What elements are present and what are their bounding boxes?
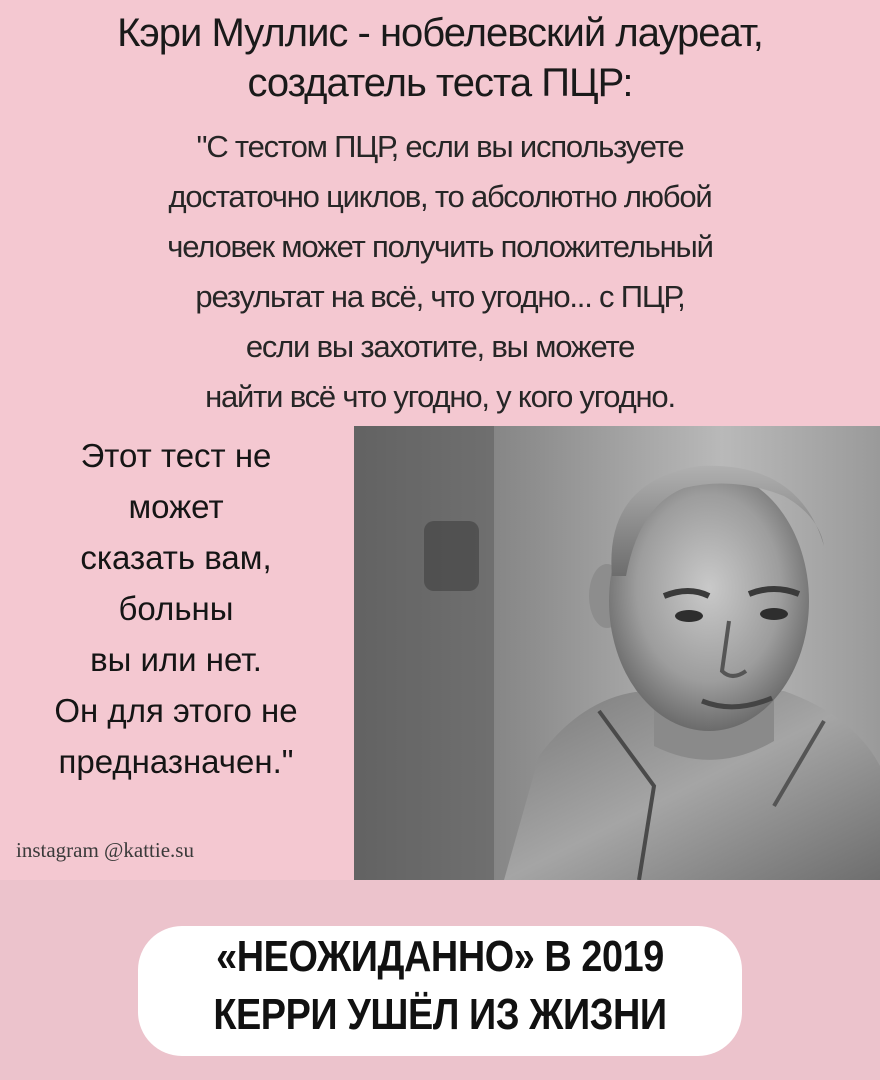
card-title [0,8,880,108]
side-quote-line: может [128,488,224,525]
quote-line: "С тестом ПЦР, если вы используете [196,129,684,164]
main-quote [20,122,860,422]
side-quote-line: вы или нет. [90,641,262,678]
side-quote [0,430,352,787]
side-quote-line: Этот тест не [80,437,272,474]
caption-line-1: «НЕОЖИДАННО» В 2019 [216,932,664,981]
caption-line-2: КЕРРИ УШЁЛ ИЗ ЖИЗНИ [213,990,667,1039]
instagram-watermark: instagram @kattie.su [16,838,194,862]
side-quote-line: больны [118,590,234,627]
quote-line: результат на всё, что угодно... с ПЦР, [195,279,685,314]
portrait-photo [354,426,880,880]
side-quote-line: сказать вам, [80,539,272,576]
caption-text [180,928,699,1044]
quote-line: если вы захотите, вы можете [245,329,635,364]
side-quote-line: предназначен." [58,743,294,780]
quote-line: найти всё что угодно, у кого угодно. [205,379,675,414]
title-line-1: Кэри Муллис - нобелевский лауреат, [117,11,763,55]
side-quote-line: Он для этого не [54,692,298,729]
quote-line: человек может получить положительный [167,229,713,264]
quote-line: достаточно циклов, то абсолютно любой [168,179,712,214]
title-line-2: создатель теста ПЦР: [247,61,633,105]
